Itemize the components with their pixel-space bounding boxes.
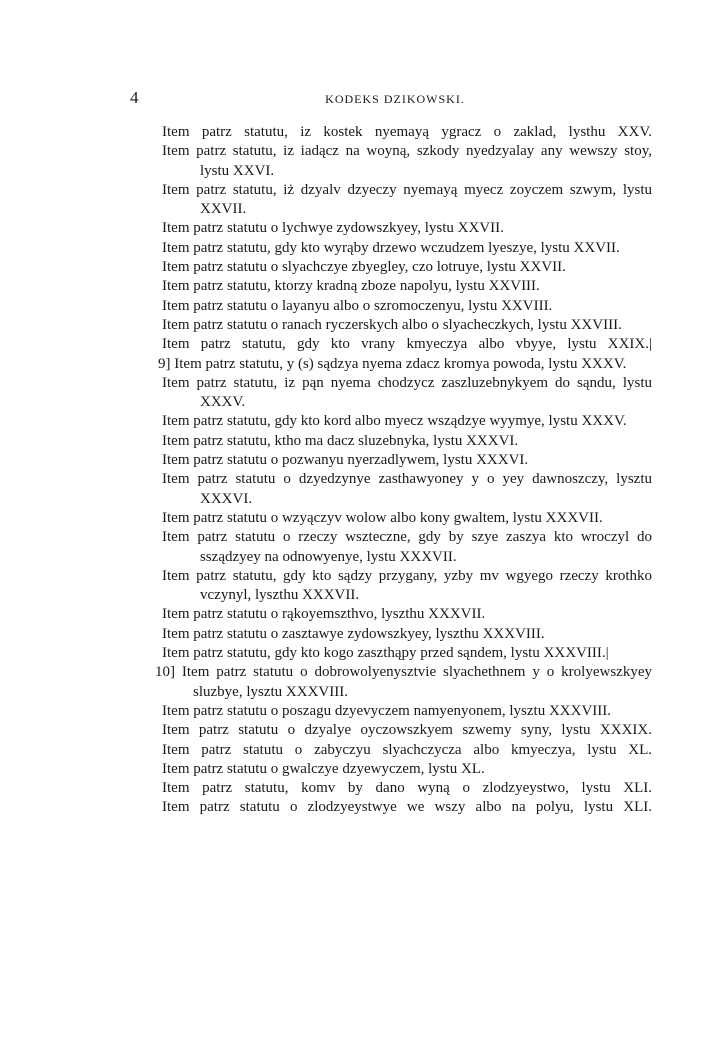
- list-item: Item patrz statutu o pozwanyu nyerzadlywem, lystu XXXVI.: [162, 452, 529, 469]
- entry-list: [155, 123, 652, 818]
- list-item: Item patrz statutu, komv by dano wyną o zlodzyeystwo, lystu XLI.: [162, 780, 652, 797]
- list-item: Item patrz statutu o ranach ryczerskych albo o slyacheczkych, lystu XXVIII.: [162, 316, 622, 333]
- list-item: Item patrz statutu, iz kostek nyemayą ygracz o zaklad, lysthu XXV.: [162, 124, 652, 140]
- list-item: Item patrz statutu o lychwye zydowszkyey, lystu XXVII.: [162, 220, 504, 237]
- list-item: Item patrz statutu o poszagu dzyevyczem namyenyonem, lysztu XXXVIII.: [162, 702, 612, 719]
- list-item: 9] Item patrz statutu, y (s) sądzya nyema zdacz kromya powoda, lystu XXXV.: [158, 355, 627, 372]
- list-item: 10] Item patrz statutu o dobrowolyenysztvie slyachethnem y o krolyewszkyey sluzbye, lysztu XXXVIII.: [155, 664, 652, 700]
- list-item: Item patrz statutu o wzyączyv wolow albo kony gwaltem, lystu XXXVII.: [162, 509, 603, 526]
- list-item: Item patrz statutu, iz pąn nyema chodzycz zaszluzebnykyem do sąndu, lystu XXXV.: [162, 374, 652, 411]
- list-item: Item patrz statutu o zabyczyu slyachczycza albo kmyeczya, lystu XL.: [162, 741, 652, 758]
- list-item: Item patrz statutu o rzeczy wszteczne, gdy by szye zaszya kto wroczyl do ssządzyey na odnowyenye, lystu XXXVII.: [162, 529, 652, 565]
- list-item: Item patrz statutu, ktho ma dacz sluzebnyka, lystu XXXVI.: [162, 432, 519, 449]
- list-item: Item patrz statutu o layanyu albo o szromoczenyu, lystu XXVIII.: [162, 297, 553, 314]
- list-item: Item patrz statutu, gdy kto kogo zaszthąpy przed sąndem, lystu XXXVIII.|: [162, 645, 609, 662]
- list-item: Item patrz statutu o slyachczye zbyegley, czo lotruye, lystu XXVII.: [162, 259, 566, 276]
- list-item: Item patrz statutu, ktorzy kradną zboze napolyu, lystu XXVIII.: [162, 278, 540, 295]
- list-item: Item patrz statutu o dzyedzynye zasthawyoney y o yey dawnoszczy, lysztu XXXVI.: [162, 471, 652, 507]
- list-item: Item patrz statutu, gdy kto wyrąby drzewo wczudzem lyeszye, lystu XXVII.: [162, 239, 620, 256]
- list-item: Item patrz statutu, gdy kto kord albo myecz wsządzye wyymye, lystu XXXV.: [162, 413, 627, 430]
- list-item: Item patrz statutu, iż dzyalv dzyeczy nyemayą myecz zoyczem szwym, lystu XXVII.: [162, 181, 652, 218]
- list-item: Item patrz statutu o rąkoyemszthvo, lyszthu XXXVII.: [162, 606, 486, 623]
- list-item: Item patrz statutu, iz iadącz na woyną, szkody nyedzyalay any wewszy stoy, lystu XXVI.: [162, 143, 652, 179]
- list-item: Item patrz statutu o zasztawye zydowszkyey, lyszthu XXXVIII.: [162, 625, 545, 642]
- list-item: Item patrz statutu, gdy kto sądzy przygany, yzby mv wgyego rzeczy krothko vczynyl, lyszthu XXXVII.: [162, 567, 652, 604]
- page-number: 4: [130, 88, 139, 107]
- list-item: Item patrz statutu, gdy kto vrany kmyeczya albo vbyye, lystu XXIX.|: [162, 336, 652, 353]
- list-item: Item patrz statutu o dzyalye oyczowszkyem szwemy syny, lystu XXXIX.: [162, 722, 652, 739]
- running-title: KODEKS DZIKOWSKI.: [325, 92, 465, 106]
- list-item: Item patrz statutu o zlodzyeystwye we wszy albo na polyu, lystu XLI.: [162, 799, 652, 816]
- list-item: Item patrz statutu o gwalczye dzyewyczem, lystu XL.: [162, 760, 485, 777]
